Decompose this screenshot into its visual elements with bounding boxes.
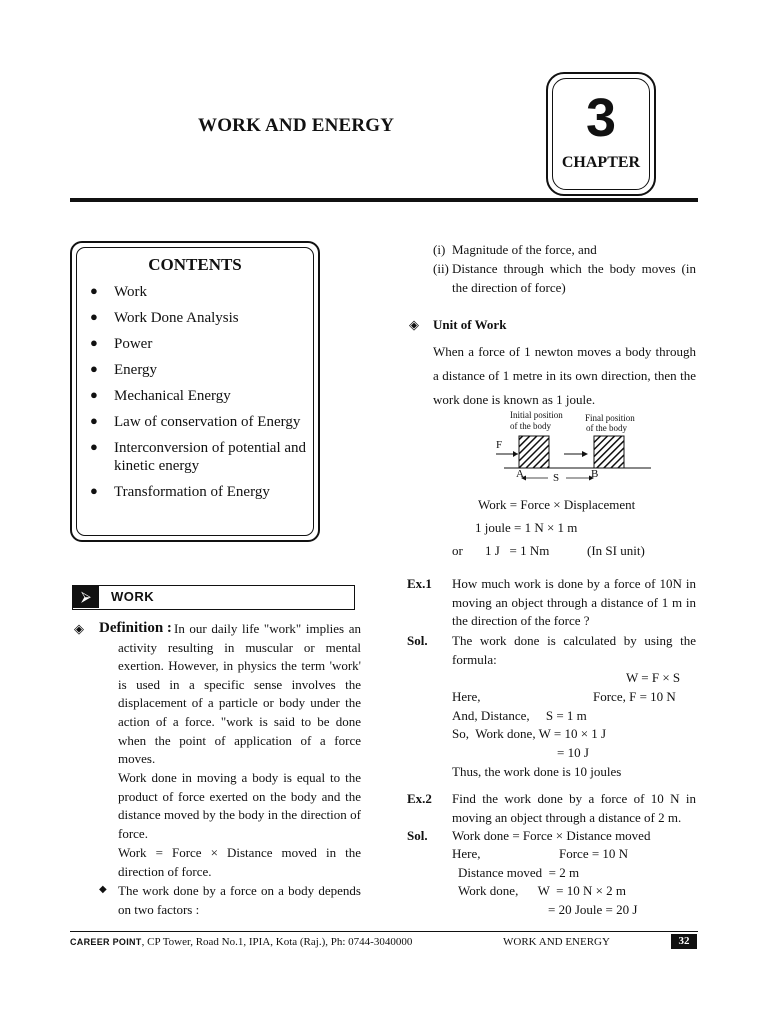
example-2-question: Find the work done by a force of 10 N in moving an object through a distance of 2 m. <box>452 791 696 825</box>
solution-2-force: Force = 10 N <box>559 846 629 861</box>
equation-work: Work = Force × Displacement <box>478 497 636 512</box>
contents-item-power: ● Power <box>90 335 314 353</box>
solution-1-formula: W = F × S <box>626 670 681 685</box>
contents-title: CONTENTS <box>148 255 242 274</box>
figure-final-label-1: Final position <box>585 413 635 423</box>
unit-of-work-text: When a force of 1 newton moves a body through a distance of 1 metre in its own direction, then the work done is known as 1 joule. <box>433 344 696 407</box>
arrow-right-icon: ⮚ <box>73 586 99 608</box>
contents-item-interconversion: ● Interconversion of potential and kinetic energy <box>90 439 314 475</box>
equation-joule: 1 joule = 1 N × 1 m <box>475 520 578 535</box>
figure-point-b: B <box>591 468 599 480</box>
figure-force-label: F <box>496 439 503 451</box>
chapter-badge <box>546 72 656 196</box>
diamond-bullet-icon: ◈ <box>74 622 84 637</box>
page-number: 32 <box>671 934 697 949</box>
example-1-question: How much work is done by a force of 10N in moving an object through a distance of 1 m in the direction of the force ? <box>452 576 696 629</box>
solution-1-force: Force, F = 10 N <box>593 689 676 704</box>
section-label: WORK <box>111 589 155 604</box>
solution-1-conclusion: Thus, the work done is 10 joules <box>452 764 622 779</box>
equation-si: 1 J = 1 Nm <box>485 543 550 558</box>
solution-1-work: So, Work done, W = 10 × 1 J <box>452 726 607 741</box>
chapter-label: CHAPTER <box>561 154 641 171</box>
solution-2-result: = 20 Joule = 20 J <box>548 902 638 917</box>
work-displacement-figure <box>486 408 656 488</box>
equation-si-unit: (In SI unit) <box>587 543 645 558</box>
factor-2-text: Distance through which the body moves (in the direction of force) <box>452 261 696 295</box>
solution-1-distance: And, Distance, S = 1 m <box>452 708 587 723</box>
unit-of-work-heading: Unit of Work <box>433 317 507 332</box>
contents-item-energy: ● Energy <box>90 361 314 379</box>
footer-address-text: , CP Tower, Road No.1, IPIA, Kota (Raj.), Ph: 0744-3040000 <box>141 936 413 948</box>
footer-brand: CAREER POINT <box>70 937 142 947</box>
contents-item-work: ● Work <box>90 283 314 301</box>
work-definition-paragraph: Work done in moving a body is equal to the product of force exerted on the body and the distance moved by the body in the direction of force. <box>118 770 361 841</box>
contents-item-work-done-analysis: ● Work Done Analysis <box>90 309 314 327</box>
solution-2-distance: Distance moved = 2 m <box>458 865 580 880</box>
factor-1-text: Magnitude of the force, and <box>452 242 597 257</box>
figure-initial-label-2: of the body <box>510 421 551 431</box>
contents-list <box>90 283 314 509</box>
solution-1-here: Here, <box>452 689 481 704</box>
figure-final-label-2: of the body <box>586 423 627 433</box>
contents-box <box>70 241 320 542</box>
contents-item-transformation: ● Transformation of Energy <box>90 483 314 501</box>
section-header-work <box>72 585 355 610</box>
factors-bullet: The work done by a force on a body depends on two factors : <box>118 883 361 917</box>
contents-item-mechanical-energy: ● Mechanical Energy <box>90 387 314 405</box>
solution-2-work: Work done, W = 10 N × 2 m <box>458 883 627 898</box>
footer-section: WORK AND ENERGY <box>503 936 610 948</box>
solution-2-label: Sol. <box>407 828 428 843</box>
chapter-number: 3 <box>585 88 617 148</box>
figure-distance-label: S <box>553 472 560 484</box>
diamond-filled-icon: ◆ <box>99 884 107 895</box>
solution-2-intro: Work done = Force × Distance moved <box>452 828 651 843</box>
solution-1-result: = 10 J <box>557 745 589 760</box>
example-2-label: Ex.2 <box>407 791 432 806</box>
definition-text: In our daily life "work" implies an activity resulting in muscular or mental exertion. However, in physics the term 'work' is used in a specific sense involves the displacement of a particle or body under the action of a force. "work is said to be done when the point of application of a force moves. <box>118 621 361 767</box>
figure-initial-label-1: Initial position <box>510 410 563 420</box>
footer-address <box>70 936 412 948</box>
factor-2-number: (ii) <box>433 261 449 276</box>
solution-1-label: Sol. <box>407 633 428 648</box>
solution-2-here: Here, <box>452 846 481 861</box>
header-divider <box>70 198 698 202</box>
work-formula-paragraph: Work = Force × Distance moved in the direction of force. <box>118 845 361 879</box>
solution-1-intro: The work done is calculated by using the formula: <box>452 633 696 667</box>
figure-point-a: A <box>516 468 524 480</box>
diamond-bullet-icon: ◈ <box>409 318 419 333</box>
equation-or: or <box>452 543 463 558</box>
definition-heading: Definition : <box>99 620 172 636</box>
factor-1-number: (i) <box>433 242 446 257</box>
page-title: WORK AND ENERGY <box>198 115 395 136</box>
contents-item-conservation: ● Law of conservation of Energy <box>90 413 314 431</box>
example-1-label: Ex.1 <box>407 576 432 591</box>
footer-divider <box>70 931 698 932</box>
